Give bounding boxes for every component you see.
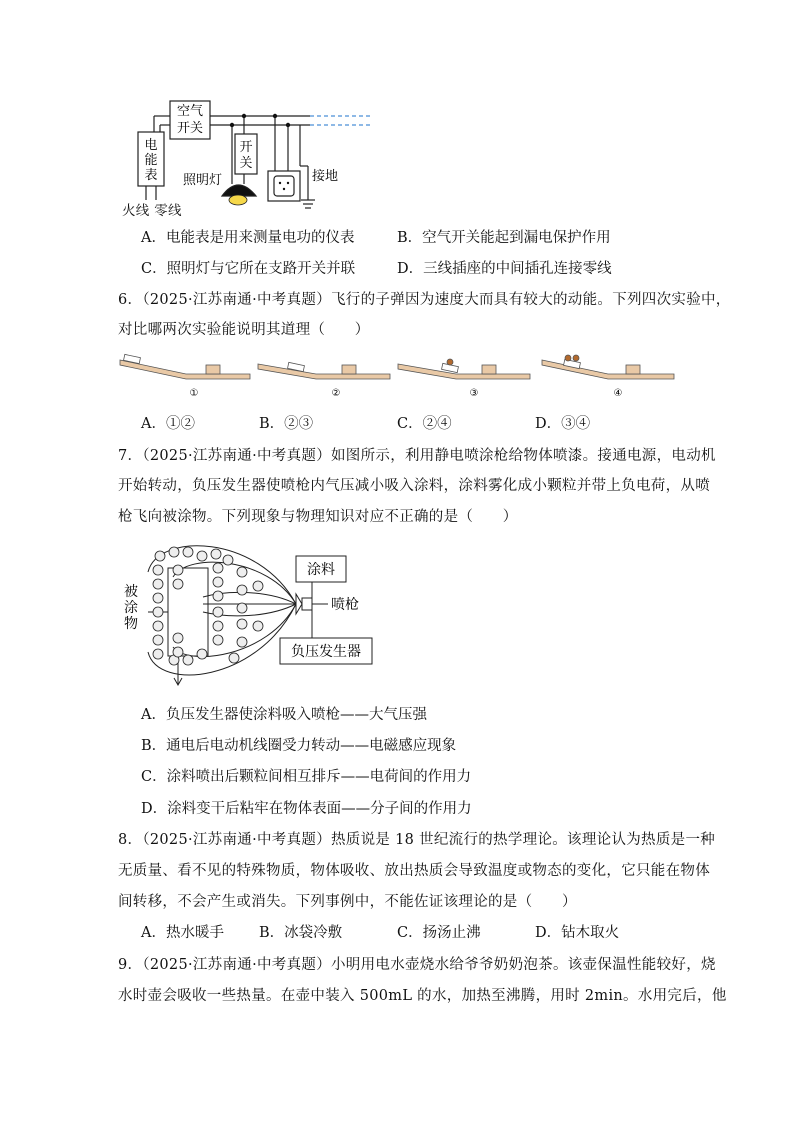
q6-option-c: C．②④	[397, 416, 452, 432]
q8-stem-line2: 无质量、看不见的特殊物质，物体吸收、放出热质会导致温度或物态的变化，它只能在物体	[118, 863, 710, 879]
q8-option-d: D．钻木取火	[535, 925, 620, 941]
q6-option-d: D．③④	[535, 416, 591, 432]
object-label-1: 被	[124, 584, 138, 600]
switch-label-2: 关	[239, 156, 253, 171]
meter-label-1: 电	[144, 138, 158, 153]
q7-option-d: D．涂料变干后粘牢在物体表面——分子间的作用力	[141, 801, 472, 817]
ramp-label-1: ①	[189, 388, 199, 399]
ramp-label-2: ②	[331, 388, 341, 399]
q7-option-b: B．通电后电动机线圈受力转动——电磁感应现象	[141, 738, 457, 754]
object-label-2: 涂	[124, 600, 138, 616]
q8-stem-line1: 8．（2025·江苏南通·中考真题）热质说是 18 世纪流行的热学理论。该理论认为热质是一种	[118, 832, 716, 848]
q6-stem-line2: 对比哪两次实验能说明其道理（ ）	[118, 322, 370, 338]
q9-stem-line1: 9．（2025·江苏南通·中考真题）小明用电水壶烧水给爷爷奶奶泡茶。该壶保温性能较好，烧	[118, 957, 716, 973]
q7-stem-line3: 枪飞向被涂物。下列现象与物理知识对应不正确的是（ ）	[118, 509, 518, 525]
q5-option-d: D．三线插座的中间插孔连接零线	[397, 261, 612, 277]
lamp-label: 照明灯	[183, 173, 223, 188]
q8-option-a: A．热水暖手	[141, 925, 224, 941]
q5-option-c: C．照明灯与它所在支路开关并联	[141, 261, 356, 277]
ramp-label-4: ④	[613, 388, 623, 399]
q8-stem-line3: 间转移，不会产生或消失。下列事例中，不能佐证该理论的是（ ）	[118, 894, 577, 910]
gun-label: 喷枪	[331, 597, 359, 613]
meter-label-3: 表	[144, 168, 158, 183]
ramp-experiments-figure	[118, 352, 676, 402]
q8-option-b: B．冰袋冷敷	[259, 925, 343, 941]
q5-option-b: B．空气开关能起到漏电保护作用	[397, 230, 611, 246]
q8-option-c: C．扬汤止沸	[397, 925, 481, 941]
q6-option-a: A．①②	[141, 416, 195, 432]
electrostatic-spray-figure	[118, 542, 378, 690]
air-switch-label-1: 空气	[176, 104, 204, 119]
q7-option-a: A．负压发生器使涂料吸入喷枪——大气压强	[141, 707, 427, 723]
switch-label-1: 开	[239, 140, 253, 155]
wire-labels: 火线 零线	[122, 203, 182, 219]
q6-option-b: B．②③	[259, 416, 314, 432]
generator-label: 负压发生器	[291, 644, 361, 660]
q9-stem-line2: 水时壶会吸收一些热量。在壶中装入 500mL 的水，加热至沸腾，用时 2min。水用完后，他	[118, 988, 727, 1004]
air-switch-label-2: 开关	[176, 121, 204, 136]
meter-label-2: 能	[144, 153, 158, 168]
object-label-3: 物	[124, 616, 138, 632]
q7-option-c: C．涂料喷出后颗粒间相互排斥——电荷间的作用力	[141, 769, 472, 785]
ramp-label-3: ③	[469, 388, 479, 399]
q6-stem-line1: 6．（2025·江苏南通·中考真题）飞行的子弹因为速度大而具有较大的动能。下列四次实验中，	[118, 292, 731, 308]
q7-stem-line1: 7．（2025·江苏南通·中考真题）如图所示，利用静电喷涂枪给物体喷漆。接通电源，电动机	[118, 448, 716, 464]
paint-label: 涂料	[307, 562, 335, 578]
ground-label: 接地	[312, 169, 339, 184]
q5-option-a: A．电能表是用来测量电功的仪表	[141, 230, 355, 246]
q7-stem-line2: 开始转动，负压发生器使喷枪内气压减小吸入涂料，涂料雾化成小颗粒并带上负电荷，从喷	[118, 478, 710, 494]
